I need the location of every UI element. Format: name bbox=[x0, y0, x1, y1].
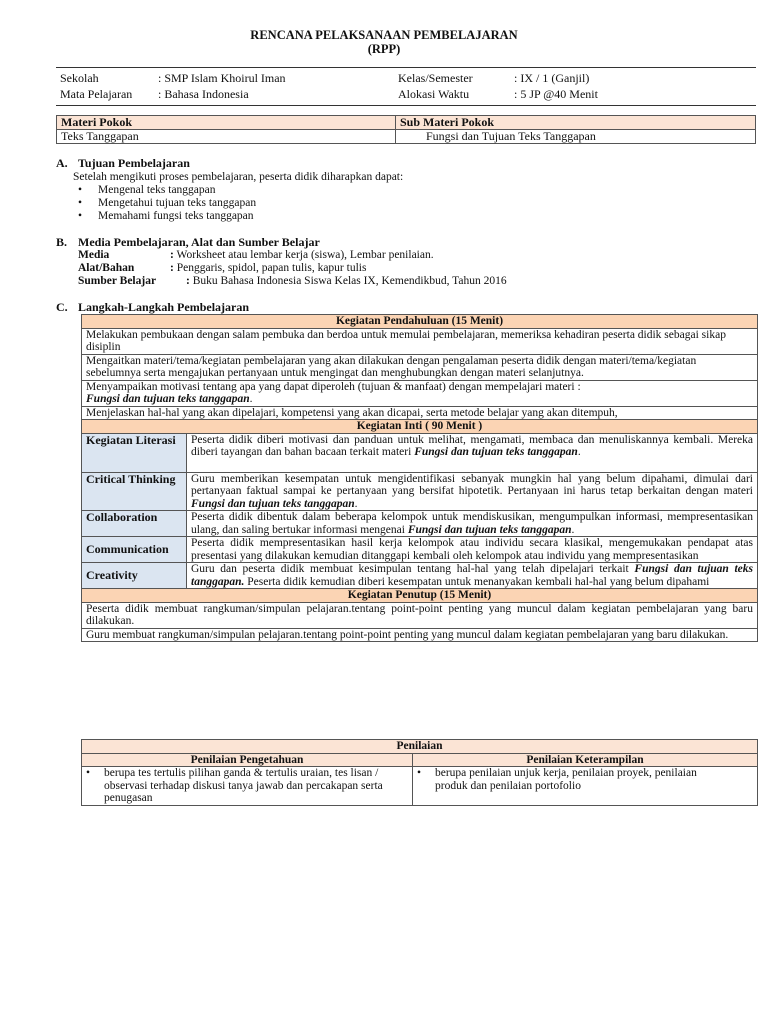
sub-materi-header: Sub Materi Pokok bbox=[396, 116, 756, 130]
section-c-heading bbox=[56, 301, 249, 314]
table-row bbox=[82, 433, 758, 472]
kelas-label: Kelas/Semester bbox=[398, 71, 473, 85]
title-line-1: RENCANA PELAKSANAAN PEMBELAJARAN bbox=[250, 28, 518, 42]
activity-text: Peserta didik dibentuk dalam beberapa kelompok untuk mendiskusikan, mengumpulkan informasi, mempresentasikan ulang, dan saling bertukar informasi mengenai Fungsi dan tujuan teks tanggapan. bbox=[187, 511, 758, 537]
alokasi-value: : 5 JP @40 Menit bbox=[514, 87, 598, 101]
activity-label: Kegiatan Literasi bbox=[82, 433, 187, 472]
sekolah-label: Sekolah bbox=[60, 71, 99, 85]
section-a-intro: Setelah mengikuti proses pembelajaran, peserta didik diharapkan dapat: bbox=[73, 171, 404, 183]
table-row bbox=[82, 537, 758, 563]
list-item: • Mengetahui tujuan teks tanggapan bbox=[78, 197, 257, 209]
mapel-value: : Bahasa Indonesia bbox=[158, 87, 249, 101]
sub-materi-value: Fungsi dan Tujuan Teks Tanggapan bbox=[396, 130, 756, 144]
activity-label: Communication bbox=[82, 537, 187, 563]
penilaian-header: Penilaian bbox=[82, 740, 758, 754]
section-a-title: Tujuan Pembelajaran bbox=[78, 156, 190, 170]
title-line-2: (RPP) bbox=[367, 42, 401, 56]
list-item: • Memahami fungsi teks tanggapan bbox=[78, 210, 254, 222]
table-row bbox=[82, 511, 758, 537]
sumber-row: Sumber Belajar : Buku Bahasa Indonesia Siswa Kelas IX, Kemendikbud, Tahun 2016 bbox=[78, 275, 507, 287]
section-b-heading bbox=[56, 236, 320, 249]
table-row bbox=[82, 472, 758, 511]
list-item: • Mengenal teks tanggapan bbox=[78, 184, 216, 196]
keterampilan-cell: • berupa penilaian unjuk kerja, penilaian proyek, penilaian produk dan penilaian portofolio bbox=[413, 767, 758, 806]
identity-header bbox=[56, 67, 756, 106]
materi-table bbox=[56, 115, 756, 144]
alokasi-label: Alokasi Waktu bbox=[398, 87, 470, 101]
section-a-heading bbox=[56, 157, 190, 170]
materi-pokok-header: Materi Pokok bbox=[57, 116, 396, 130]
pendahuluan-header: Kegiatan Pendahuluan (15 Menit) bbox=[82, 315, 758, 329]
steps-table bbox=[81, 314, 758, 642]
table-row: Guru membuat rangkuman/simpulan pelajaran.tentang point-point penting yang muncul dalam kegiatan pembelajaran yang baru dilakukan. bbox=[82, 628, 758, 642]
table-row: Menjelaskan hal-hal yang akan dipelajari, kompetensi yang akan dicapai, serta metode belajar yang akan ditempuh, bbox=[82, 406, 758, 420]
table-row: Melakukan pembukaan dengan salam pembuka dan berdoa untuk memulai pembelajaran, memeriksa kehadiran peserta didik sebagai sikap disiplin bbox=[82, 328, 758, 354]
media-row: Media : Worksheet atau lembar kerja (siswa), Lembar penilaian. bbox=[78, 249, 434, 261]
document-title bbox=[0, 28, 768, 56]
table-row: Menyampaikan motivasi tentang apa yang dapat diperoleh (tujuan & manfaat) dengan mempelajari materi : Fungsi dan tujuan teks tanggapan. bbox=[82, 380, 758, 406]
table-row: Mengaitkan materi/tema/kegiatan pembelajaran yang akan dilakukan dengan pengalaman peserta didik dengan materi/tema/kegiatan sebelumnya serta mengajukan pertanyaan untuk mengingat dan menghubungkan dengan materi selanjutnya. bbox=[82, 354, 758, 380]
section-b-title: Media Pembelajaran, Alat dan Sumber Belajar bbox=[78, 235, 320, 249]
mapel-label: Mata Pelajaran bbox=[60, 87, 133, 101]
table-row: Peserta didik membuat rangkuman/simpulan pelajaran.tentang point-point penting yang muncul dalam kegiatan pembelajaran yang baru dilakukan. bbox=[82, 602, 758, 628]
activity-text: Guru memberikan kesempatan untuk mengidentifikasi sebanyak mungkin hal yang belum dipahami, dimulai dari pertanyaan faktual sampai ke pertanyaan yang bersifat hipotetik. Pertanyaan ini harus tetap berkaitan dengan materi Fungsi dan tujuan teks tanggapan. bbox=[187, 472, 758, 511]
activity-text: Guru dan peserta didik membuat kesimpulan tentang hal-hal yang telah dipelajari terkait Fungsi dan tujuan teks tanggapan. Peserta didik kemudian diberi kesempatan untuk menanyakan kembali hal-hal yang belum dipahami bbox=[187, 563, 758, 589]
pengetahuan-header: Penilaian Pengetahuan bbox=[82, 753, 413, 767]
penilaian-table bbox=[81, 739, 758, 806]
alat-row: Alat/Bahan : Penggaris, spidol, papan tulis, kapur tulis bbox=[78, 262, 367, 274]
keterampilan-header: Penilaian Keterampilan bbox=[413, 753, 758, 767]
kelas-value: : IX / 1 (Ganjil) bbox=[514, 71, 590, 85]
section-b-letter: B. bbox=[56, 235, 68, 249]
penutup-header: Kegiatan Penutup (15 Menit) bbox=[82, 589, 758, 603]
materi-pokok-value: Teks Tanggapan bbox=[57, 130, 396, 144]
section-c-letter: C. bbox=[56, 300, 68, 314]
activity-label: Critical Thinking bbox=[82, 472, 187, 511]
section-a-letter: A. bbox=[56, 156, 68, 170]
table-row bbox=[82, 563, 758, 589]
activity-label: Creativity bbox=[82, 563, 187, 589]
activity-label: Collaboration bbox=[82, 511, 187, 537]
section-c-title: Langkah-Langkah Pembelajaran bbox=[78, 300, 250, 314]
pengetahuan-cell: • berupa tes tertulis pilihan ganda & tertulis uraian, tes lisan / observasi terhadap diskusi tanya jawab dan percakapan serta penugasan bbox=[82, 767, 413, 806]
sekolah-value: : SMP Islam Khoirul Iman bbox=[158, 71, 286, 85]
activity-text: Peserta didik mempresentasikan hasil kerja kelompok atau individu secara klasikal, mengemukakan pendapat atas presentasi yang dilakukan kemudian ditanggapi kembali oleh kelompok atau individu yang mempresentasikan bbox=[187, 537, 758, 563]
inti-header: Kegiatan Inti ( 90 Menit ) bbox=[82, 420, 758, 434]
activity-text: Peserta didik diberi motivasi dan panduan untuk melihat, mengamati, membaca dan menuliskannya kembali. Mereka diberi tayangan dan bahan bacaan terkait materi Fungsi dan tujuan teks tanggapan. bbox=[187, 433, 758, 472]
